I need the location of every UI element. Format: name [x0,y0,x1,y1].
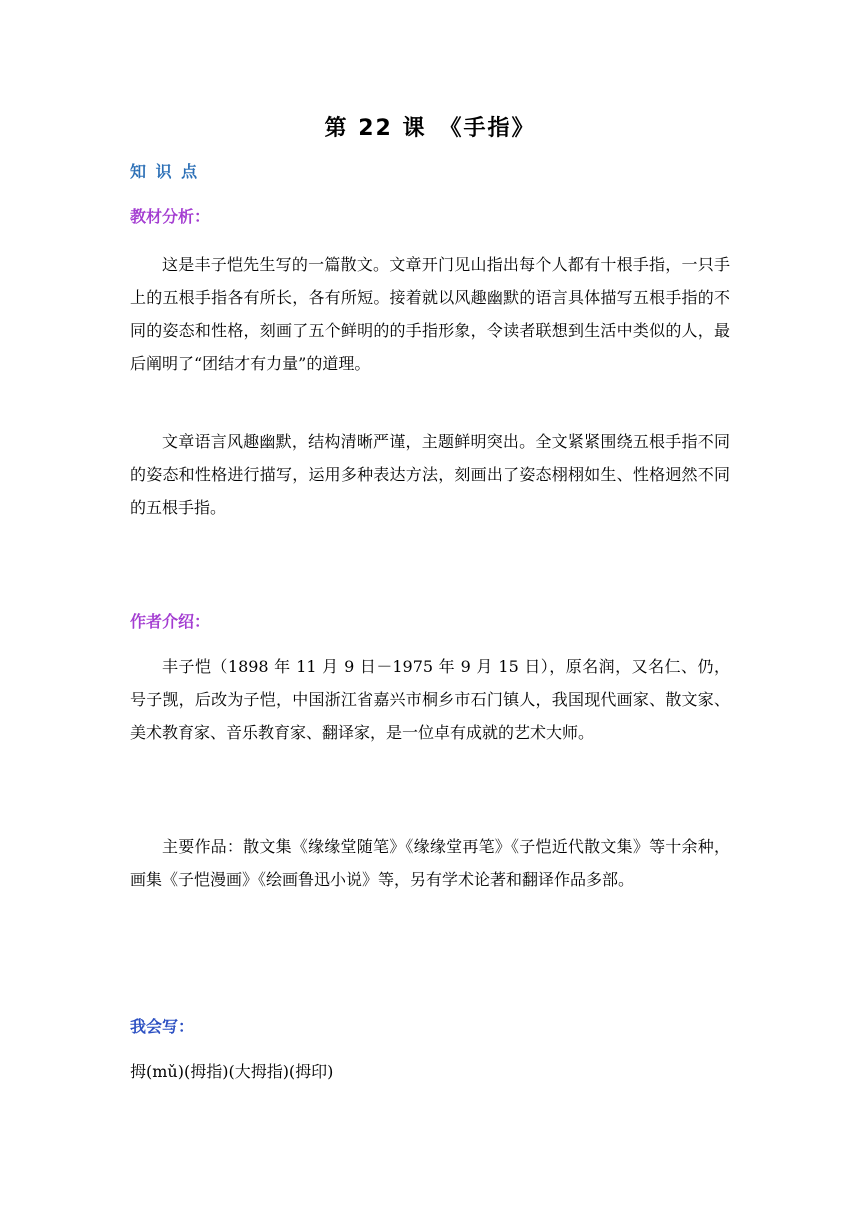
analysis-paragraph-2: 文章语言风趣幽默，结构清晰严谨，主题鲜明突出。全文紧紧围绕五根手指不同的姿态和性格进行描写，运用多种表达方法，刻画出了姿态栩栩如生、性格迥然不同的五根手指。 [130,432,730,517]
write-heading: 我会写： [130,1017,195,1036]
analysis-paragraph-1: 这是丰子恺先生写的一篇散文。文章开门见山指出每个人都有十根手指，一只手上的五根手指各有所长，各有所短。接着就以风趣幽默的语言具体描写五根手指的不同的姿态和性格，刻画了五个鲜明的的手指形象，令读者联想到生活中类似的人，最后阐明了“团结才有力量”的道理。 [130,255,730,373]
lesson-title: 第 22 课 《手指》 [324,116,536,141]
knowledge-heading: 知 识 点 [130,162,200,181]
author-paragraph-1: 丰子恺（1898 年 11 月 9 日－1975 年 9 月 15 日），原名润，又名仁、仍，号子觊，后改为子恺，中国浙江省嘉兴市桐乡市石门镇人，我国现代画家、散文家、美术教育家、音乐教育家、翻译家，是一位卓有成就的艺术大师。 [130,657,730,742]
document-page [130,0,730,1216]
analysis-heading: 教材分析： [130,207,211,226]
write-line: 拇(mǔ)(拇指)(大拇指)(拇印) [130,1062,334,1081]
author-heading: 作者介绍： [130,612,211,631]
author-paragraph-2: 主要作品：散文集《缘缘堂随笔》《缘缘堂再笔》《子恺近代散文集》等十余种，画集《子恺漫画》《绘画鲁迅小说》等，另有学术论著和翻译作品多部。 [130,837,730,889]
